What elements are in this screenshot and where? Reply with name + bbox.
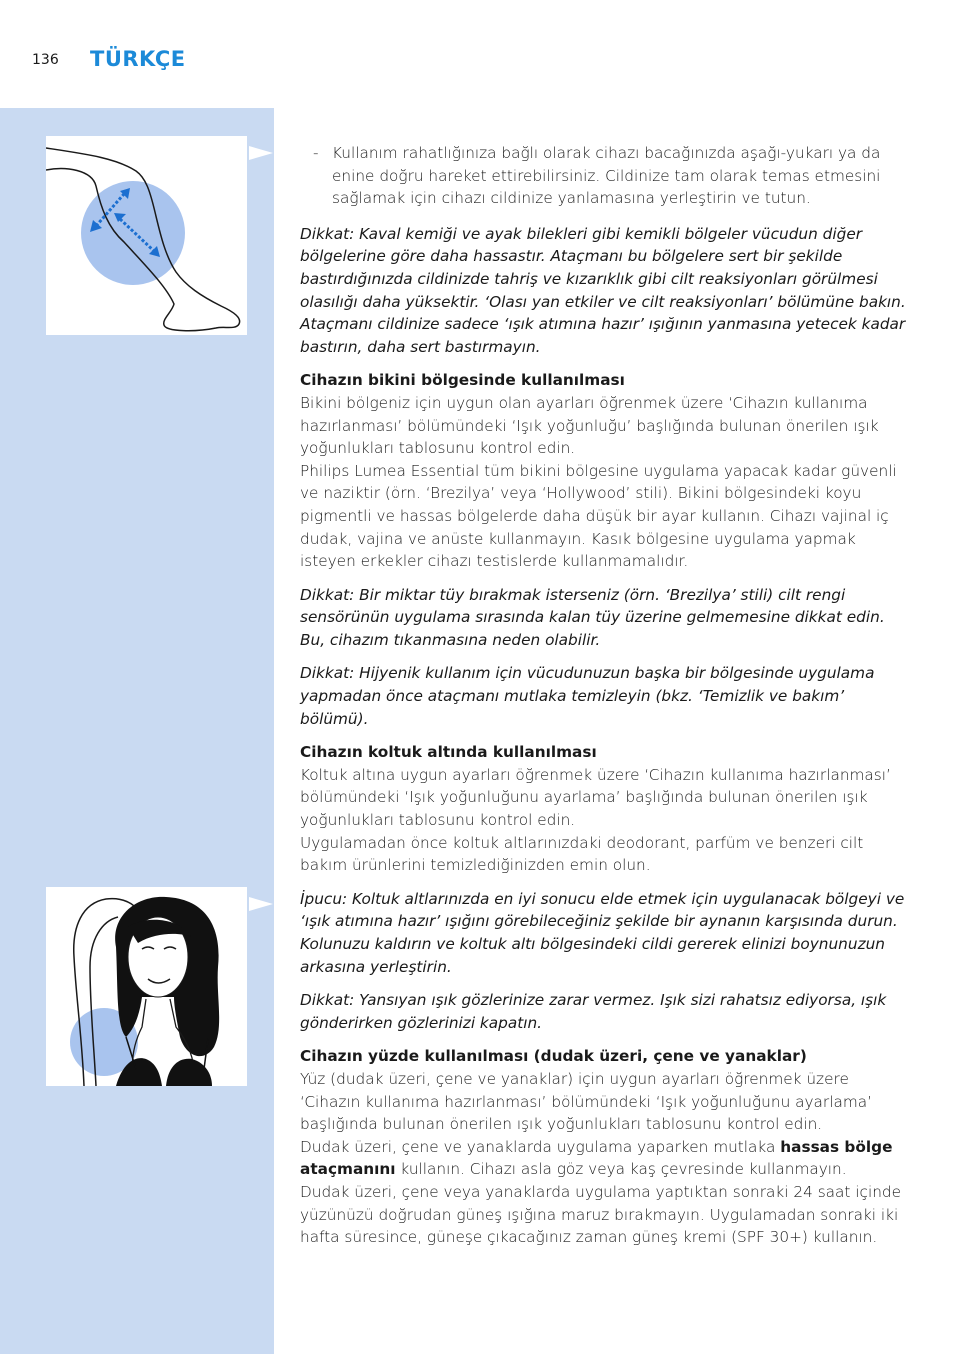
- leg-illustration: [46, 136, 247, 335]
- face-paragraph-2-end: kullanın. Cihazı asla göz veya kaş çevresinde kullanmayın.: [395, 1160, 847, 1179]
- language-title: TÜRKÇE: [90, 47, 186, 71]
- section-bikini: [300, 369, 910, 572]
- woman-armpit-icon: [46, 887, 247, 1086]
- section-face: [300, 1045, 910, 1248]
- caution-note-reflected-light: Dikkat: Yansıyan ışık gözlerinize zarar vermez. Işık sizi rahatsız ediyorsa, ışık gönderirken gözlerinizi kapatın.: [300, 991, 887, 1032]
- face-paragraph-2: [300, 1136, 910, 1181]
- main-content: [300, 142, 910, 1260]
- leg-with-arrows-icon: [46, 136, 247, 335]
- face-illustration: [46, 887, 247, 1086]
- face-paragraph-1: Yüz (dudak üzeri, çene ve yanaklar) için uygun ayarları öğrenmek üzere ‘Cihazın kullanıma hazırlanması’ bölümündeki ‘Işık yoğunluğunu ayarlama’ başlığında bulunan önerilen ışık yoğunlukları tablosunu kontrol edin.: [300, 1069, 872, 1134]
- caution-note-bony-areas: Dikkat: Kaval kemiği ve ayak bilekleri gibi kemikli bölgeler vücudun diğer bölgelerine göre daha hassastır. Ataçmanı bu bölgelere sert bir şekilde bastırdığınızda cildinizde tahriş ve kızarıklık gibi cilt reaksiyonları görülmesi olasılığı daha yüksektir. ‘Olası yan etkiler ve cilt reaksiyonları’ bölümüne bakın. Ataçmanı cildinize sadece ‘ışık atımına hazır’ ışığının yanmasına yetecek kadar bastırın, daha sert bastırmayın.: [300, 224, 906, 356]
- leg-figure-pointer: [249, 146, 273, 160]
- page-number: 136: [32, 52, 59, 68]
- bullet-item: [300, 142, 910, 210]
- section-heading-face: Cihazın yüzde kullanılması (dudak üzeri, çene ve yanaklar): [300, 1047, 807, 1066]
- bullet-dash: -: [313, 144, 319, 162]
- underarm-paragraph-1: Koltuk altına uygun ayarları öğrenmek üzere ‘Cihazın kullanıma hazırlanması’ bölümündeki ‘Işık yoğunluğunu ayarlama’ başlığında bulunan önerilen ışık yoğunlukları tablosunu kontrol edin.: [300, 765, 891, 830]
- section-underarm: [300, 741, 910, 877]
- section-heading-bikini: Cihazın bikini bölgesinde kullanılması: [300, 371, 625, 390]
- tip-note-mirror: İpucu: Koltuk altlarınızda en iyi sonucu elde etmek için uygulanacak bölgeyi ve ‘ışık atımına hazır’ ışığını görebileceğiniz şekilde bir aynanın karşısında durun. Kolunuzu kaldırın ve koltuk altı bölgesindeki cildi gererek elinizi boynunuzun arkasına yerleştirin.: [300, 889, 905, 976]
- underarm-paragraph-2: Uygulamadan önce koltuk altlarınızdaki deodorant, parfüm ve benzeri cilt bakım ürünlerini temizlediğinizden emin olun.: [300, 833, 864, 875]
- bikini-paragraph-2: Philips Lumea Essential tüm bikini bölgesine uygulama yapacak kadar güvenli ve naziktir (örn. ‘Brezilya’ veya ‘Hollywood’ stili). Bikini bölgesindeki koyu pigmentli ve hassas bölgelerde daha düşük bir ayar kullanın. Cihazı vajinal iç dudak, vajina ve anüste kullanmayın. Kasık bölgesine uygulama yapmak isteyen erkekler cihazı testislerde kullanmamalıdır.: [300, 461, 897, 571]
- face-paragraph-2-start: Dudak üzeri, çene ve yanaklarda uygulama yaparken mutlaka: [300, 1137, 781, 1156]
- face-paragraph-3: Dudak üzeri, çene veya yanaklarda uygulama yaptıktan sonraki 24 saat içinde yüzünüzü doğrudan güneş ışığına maruz bırakmayın. Uygulamadan sonraki iki hafta süresince, güneşe çıkacağınız zaman güneş kremi (SPF 30+) kullanın.: [300, 1182, 902, 1247]
- bikini-paragraph-1: Bikini bölgeniz için uygun olan ayarları öğrenmek üzere ‘Cihazın kullanıma hazırlanması’ bölümündeki ‘Işık yoğunluğu’ başlığında bulunan önerilen ışık yoğunlukları tablosunu kontrol edin.: [300, 393, 879, 458]
- section-heading-underarm: Cihazın koltuk altında kullanılması: [300, 743, 597, 762]
- bullet-text: Kullanım rahatlığınıza bağlı olarak cihazı bacağınızda aşağı-yukarı ya da enine doğru hareket ettirebilirsiniz. Cildinize tam olarak temas etmesini sağlamak için cihazı cildinize yanlamasına yerleştirin ve tutun.: [332, 144, 881, 208]
- face-figure-pointer: [249, 897, 273, 911]
- face-paragraph-2-bold: hassas bölge ataçmanını: [300, 1137, 893, 1179]
- caution-note-skin-sensor: Dikkat: Bir miktar tüy bırakmak isterseniz (örn. ‘Brezilya’ stili) cilt rengi sensörünün uygulama sırasında kalan tüy üzerine gelmemesine dikkat edin. Bu, cihazım tıkanmasına neden olabilir.: [300, 585, 885, 649]
- caution-note-hygiene: Dikkat: Hijyenik kullanım için vücudunuzun başka bir bölgesinde uygulama yapmadan önce ataçmanı mutlaka temizleyin (bkz. ‘Temizlik ve bakım’ bölümü).: [300, 664, 875, 728]
